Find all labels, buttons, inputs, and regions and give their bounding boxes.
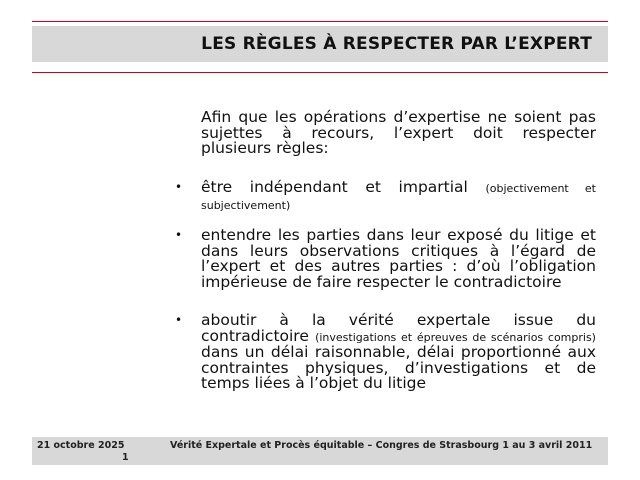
footer-date: 21 octobre 2025 [37, 440, 125, 451]
header-rule-top [32, 21, 608, 22]
list-item-text: être indépendant et impartial [201, 178, 468, 196]
list-item-text: dans un délai raisonnable, délai proportionné aux contraintes physiques, d’investigations et de temps liées à l’objet du litige [201, 343, 596, 392]
list-item-text: aboutir à la vérité expertale issue du contradictoire [201, 311, 596, 345]
intro-paragraph: Afin que les opérations d’expertise ne soient pas sujettes à recours, l’expert doit respecter plusieurs règles: [201, 108, 596, 157]
slide-title: LES RÈGLES À RESPECTER PAR L’EXPERT [201, 34, 592, 54]
bullet-icon: • [175, 313, 183, 327]
list-item [201, 228, 596, 290]
bullet-icon: • [175, 228, 183, 242]
bullet-icon: • [175, 180, 183, 194]
list-item [201, 180, 596, 213]
header-band [32, 26, 608, 62]
footer-title: Vérité Expertale et Procès équitable – Congres de Strasbourg 1 au 3 avril 2011 [170, 440, 593, 451]
list-item-note: (objectivement et subjectivement) [201, 182, 596, 212]
header-rule-bottom [32, 72, 608, 73]
footer-band [32, 437, 608, 465]
list-item-text: entendre les parties dans leur exposé du litige et dans leurs observations critiques à l’égard de l’expert et des autres parties : d’où l’obligation impérieuse de faire respecter le contradictoire [201, 226, 596, 291]
page-number: 1 [122, 452, 129, 463]
list-item [201, 313, 596, 392]
list-item-note: (investigations et épreuves de scénarios compris) [315, 330, 596, 344]
